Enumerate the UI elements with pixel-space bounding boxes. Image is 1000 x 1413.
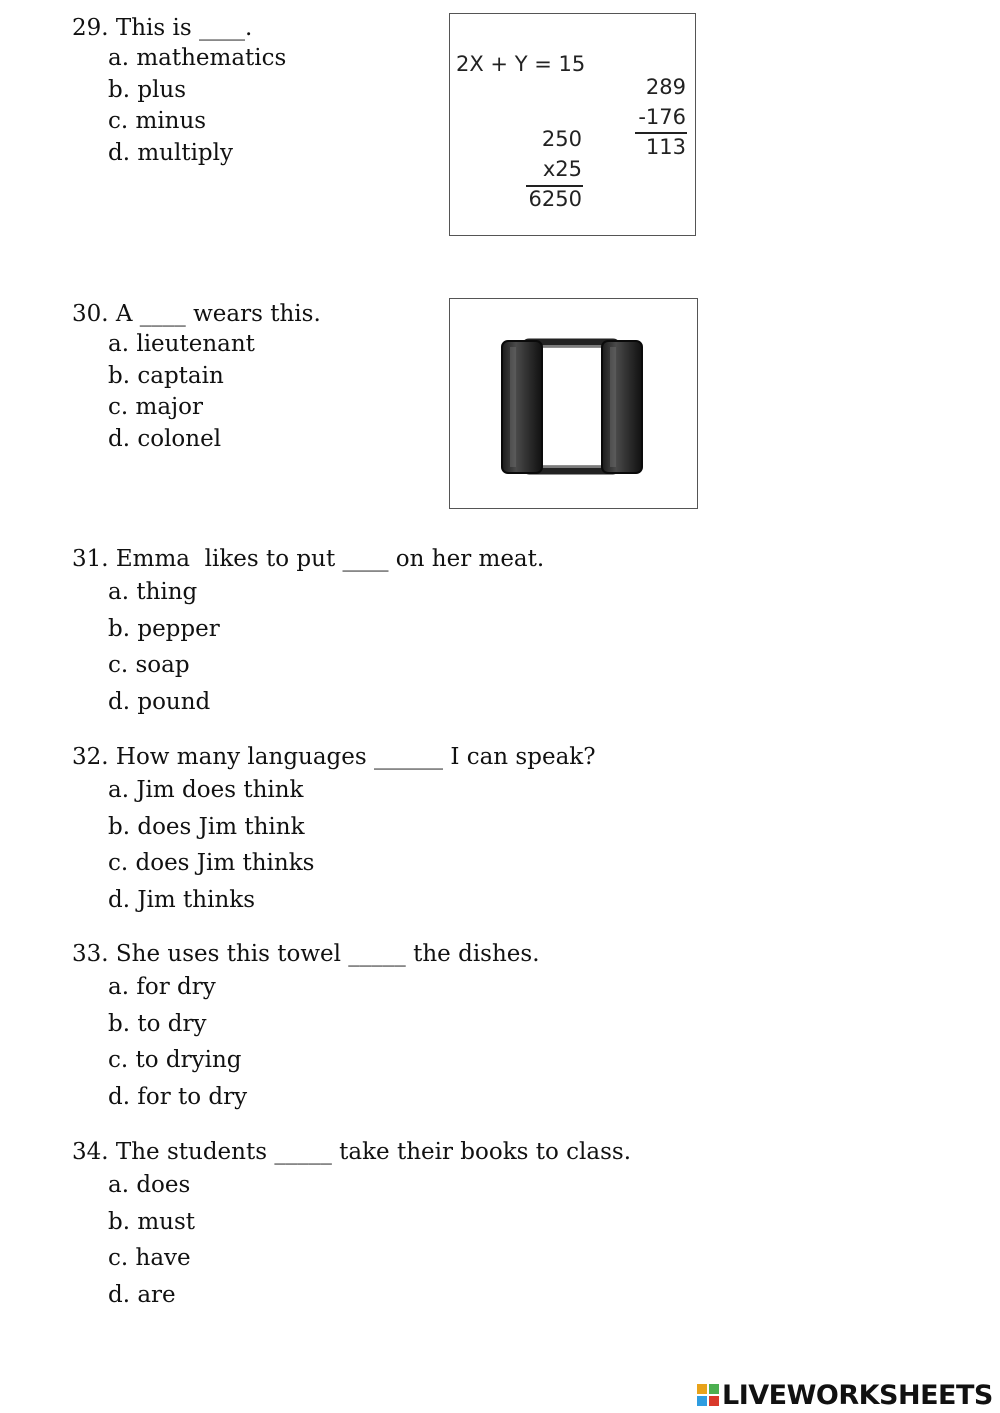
question-31: [72, 544, 544, 720]
subtraction-top: 289: [645, 75, 686, 99]
liveworksheets-logo: [697, 1379, 993, 1411]
question-stem: 29. This is ____.: [72, 15, 253, 41]
option-b[interactable]: b. to dry: [108, 1010, 207, 1037]
option-a[interactable]: a. for dry: [108, 974, 216, 1000]
option-b[interactable]: b. plus: [108, 76, 187, 103]
option-a[interactable]: a. lieutenant: [108, 331, 255, 357]
logo-mark-cell: [709, 1396, 719, 1406]
question-stem: 34. The students _____ take their books to class.: [72, 1139, 632, 1165]
option-d[interactable]: d. are: [108, 1281, 176, 1308]
option-b[interactable]: b. pepper: [108, 615, 220, 642]
question-stem: 30. A ____ wears this.: [72, 301, 321, 327]
multiplication-result: 6250: [528, 187, 582, 211]
option-c[interactable]: c. minus: [108, 108, 207, 134]
subtraction-result: 113: [645, 135, 686, 159]
equation-text: 2X + Y = 15: [456, 52, 586, 76]
question-34: [72, 1137, 631, 1313]
option-b[interactable]: b. must: [108, 1208, 196, 1235]
option-d[interactable]: d. pound: [108, 688, 211, 715]
insignia-figure: [449, 298, 698, 509]
option-c[interactable]: c. have: [108, 1245, 191, 1271]
question-30: [72, 299, 321, 455]
math-figure: [449, 13, 696, 236]
captain-bars-icon: [450, 299, 696, 507]
multiplication-bottom: x25: [542, 157, 582, 181]
subtraction-rule: [635, 132, 687, 134]
logo-text: LIVEWORKSHEETS: [722, 1379, 993, 1411]
option-a[interactable]: a. Jim does think: [108, 777, 304, 803]
option-d[interactable]: d. multiply: [108, 139, 233, 166]
question-29: [72, 13, 286, 169]
question-33: [72, 939, 540, 1115]
option-c[interactable]: c. major: [108, 394, 203, 420]
option-d[interactable]: d. colonel: [108, 425, 222, 452]
question-stem: 33. She uses this towel _____ the dishes.: [72, 941, 540, 967]
option-c[interactable]: c. does Jim thinks: [108, 850, 315, 876]
option-a[interactable]: a. thing: [108, 579, 198, 605]
logo-mark-cell: [697, 1384, 707, 1394]
option-d[interactable]: d. Jim thinks: [108, 886, 256, 913]
question-stem: 32. How many languages ______ I can speak?: [72, 744, 596, 770]
multiplication-top: 250: [541, 127, 582, 151]
option-c[interactable]: c. to drying: [108, 1047, 242, 1073]
option-b[interactable]: b. captain: [108, 362, 224, 389]
option-a[interactable]: a. does: [108, 1172, 191, 1198]
subtraction-bottom: -176: [638, 105, 686, 129]
option-a[interactable]: a. mathematics: [108, 45, 287, 71]
logo-mark-cell: [709, 1384, 719, 1394]
question-32: [72, 742, 596, 918]
logo-mark-icon: [697, 1384, 719, 1406]
logo-mark-cell: [697, 1396, 707, 1406]
option-d[interactable]: d. for to dry: [108, 1083, 248, 1110]
option-b[interactable]: b. does Jim think: [108, 813, 305, 840]
question-stem: 31. Emma likes to put ____ on her meat.: [72, 546, 545, 572]
option-c[interactable]: c. soap: [108, 652, 190, 678]
